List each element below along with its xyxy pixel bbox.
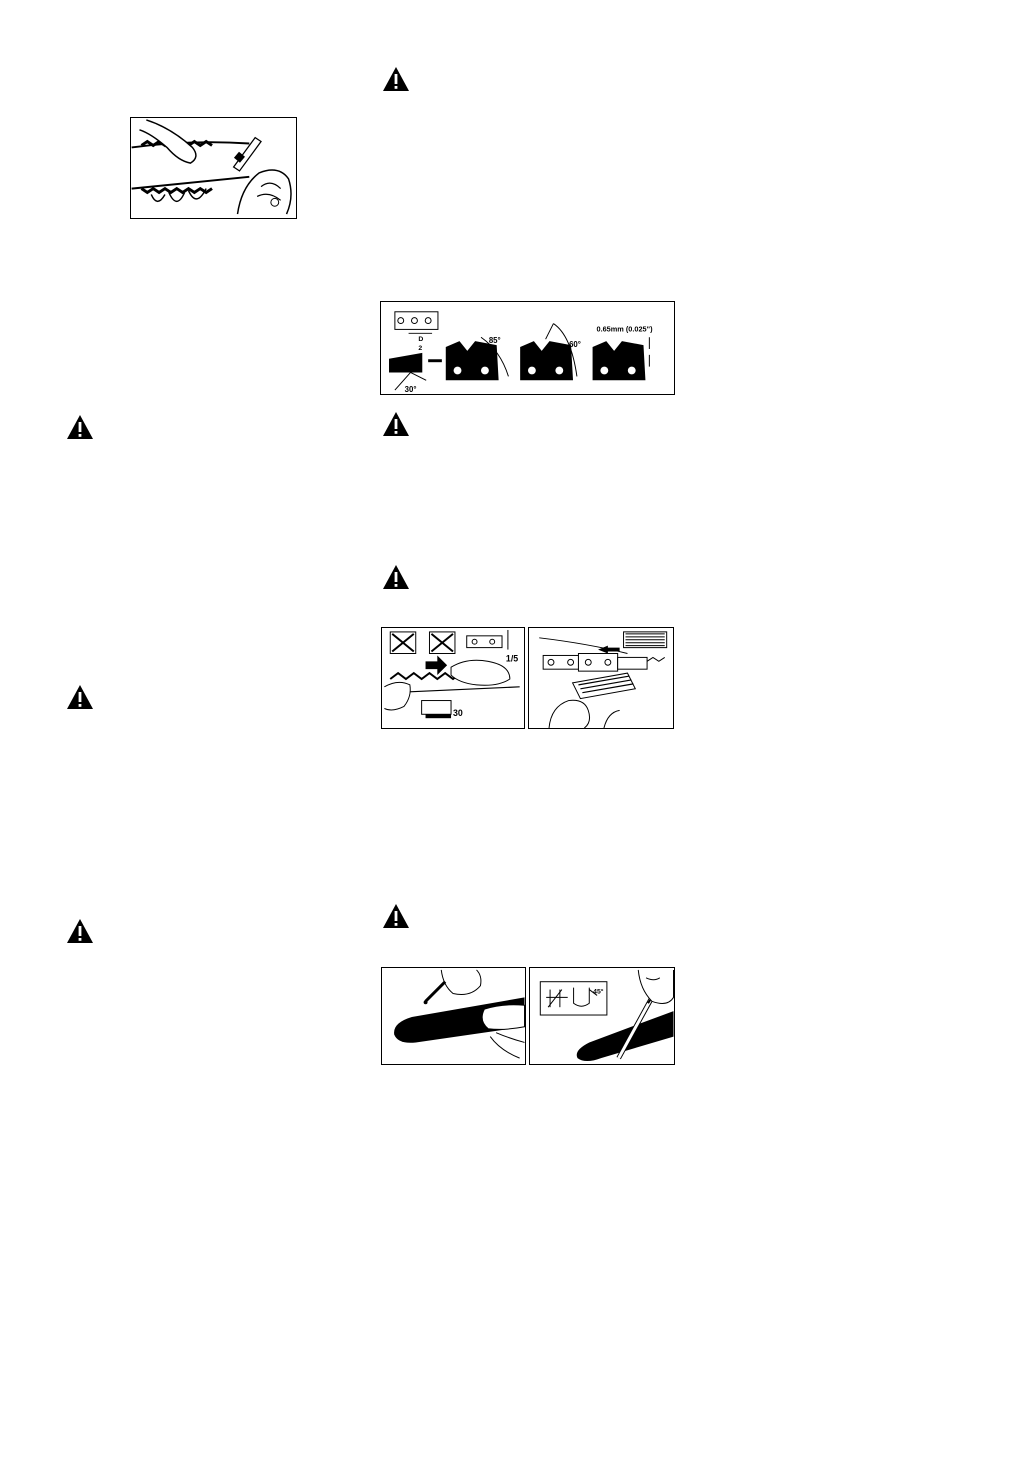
svg-text:30: 30 [453, 708, 463, 719]
svg-text:45°: 45° [593, 988, 604, 996]
warning-triangle-icon [382, 66, 410, 92]
svg-text:85°: 85° [488, 336, 501, 346]
figure-chain-filing [130, 117, 297, 219]
svg-text:2: 2 [418, 344, 423, 352]
warning-triangle-icon [66, 414, 94, 440]
warning-triangle-icon [382, 903, 410, 929]
figure-cutter-specs [380, 301, 675, 395]
svg-text:60°: 60° [569, 340, 581, 350]
svg-text:0.65mm (0.025"): 0.65mm (0.025") [596, 324, 653, 334]
svg-text:30°: 30° [404, 385, 417, 394]
warning-triangle-icon [382, 564, 410, 590]
warning-triangle-icon [66, 684, 94, 710]
warning-triangle-icon [382, 411, 410, 437]
svg-text:1/5: 1/5 [505, 653, 519, 664]
figure-depth-gauge-filing [381, 627, 525, 729]
figure-bar-edge-file [529, 967, 675, 1065]
warning-triangle-icon [66, 918, 94, 944]
figure-bar-dressing [381, 967, 526, 1065]
svg-text:D: D [418, 336, 424, 344]
figure-flat-file-guide [528, 627, 674, 729]
